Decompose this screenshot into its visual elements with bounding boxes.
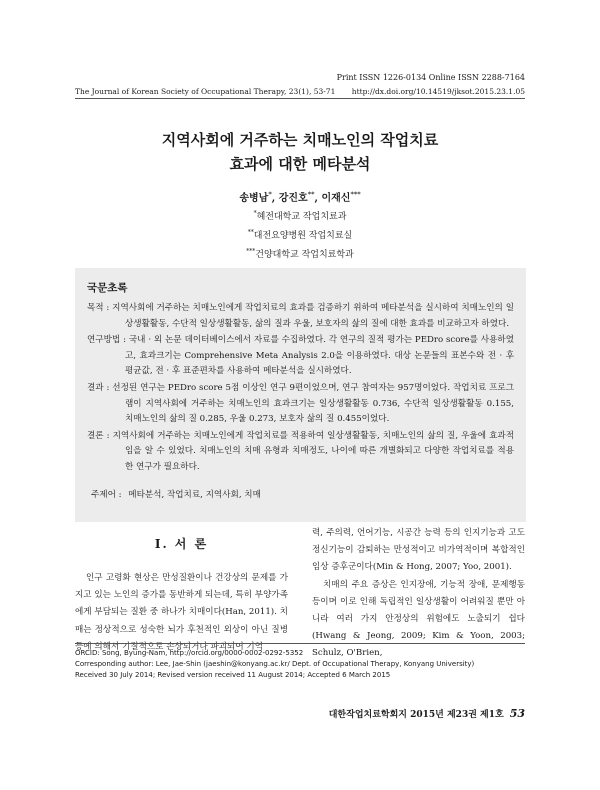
- header-divider: [75, 98, 525, 99]
- intro-paragraph-1: 인구 고령화 현상은 만성질환이나 건강상의 문제를 가지고 있는 노인의 증가를 동반하게 되는데, 특히 부양가족에게 부담되는 질환 중 하나가 치매이다(Han, 2011). 치매는 정상적으로 성숙한 뇌가 후천적인 외상이 아닌 질병 등에 의해서 기질적으로 손상되거나 파괴되어 기억: [75, 573, 288, 652]
- paper-title: [75, 128, 525, 176]
- affiliation-2: [75, 225, 525, 244]
- abstract-purpose: 목적 : 지역사회에 거주하는 치매노인에게 작업치료의 효과를 검증하기 위하여 메타분석을 실시하여 치매노인의 일상생활활동, 수단적 일상생활활동, 삶의 질과 우울, 보호자의 삶의 질에 대한 효과를 비교하고자 하였다.: [87, 303, 514, 329]
- author-1: 송병남: [239, 193, 269, 204]
- abstract-box: [75, 268, 526, 522]
- doi-link[interactable]: http://dx.doi.org/10.14519/jksot.2015.23.1.05: [351, 87, 525, 96]
- orcid-note: ORCID: Song, Byung-Nam, http://orcid.org/0000-0002-0292-5352: [75, 649, 304, 657]
- abstract-conclusion: 결론 : 지역사회에 거주하는 치매노인에게 작업치료를 적용하여 일상생활활동, 치매노인의 삶의 질, 우울에 효과적임을 알 수 있었다. 치매노인의 치매 유형과 치매정도, 나이에 따른 개별화되고 다양한 작업치료를 적용한 연구가 필요하다.: [87, 430, 514, 472]
- journal-citation: The Journal of Korean Society of Occupational Therapy, 23(1), 53-71: [75, 87, 336, 96]
- abstract-heading: 국문초록: [87, 282, 128, 294]
- page-number: 53: [509, 707, 525, 720]
- affiliation-mark: **: [247, 229, 254, 236]
- author-separator: ,: [271, 193, 279, 204]
- abstract-keywords: [87, 488, 514, 500]
- title-line-1: 지역사회에 거주하는 치매노인의 작업치료: [161, 131, 439, 149]
- abstract-methods: 연구방법 : 국내 · 외 논문 데이터베이스에서 자료를 수집하였다. 각 연구의 질적 평가는 PEDro score를 사용하였고, 효과크기는 Comprehensive Meta Analysis 2.0을 이용하였다. 대상 논문들의 표본수와 전 · 후 평균값, 전 · 후 표준편차를 사용하여 메타분석을 실시하였다.: [87, 335, 514, 377]
- page-footer: [329, 707, 525, 720]
- affiliation-text: 혜전대학교 작업치료과: [256, 212, 347, 222]
- affiliation-list: [75, 206, 525, 263]
- section-heading-introduction: Ⅰ. 서 론: [154, 537, 209, 551]
- author-separator: ,: [314, 193, 322, 204]
- abstract-results: 결과 : 선정된 연구는 PEDro score 5점 이상인 연구 9편이었으며, 연구 참여자는 957명이었다. 작업치료 프로그램이 지역사회에 거주하는 치매노인의 효과크기는 일상생활활동 0.736, 수단적 일상생활활동 0.155, 치매노인의 삶의 질 0.285, 우울 0.273, 보호자 삶의 질 0.455이었다.: [87, 382, 514, 425]
- author-3: 이재신: [321, 193, 351, 204]
- author-2-mark: **: [307, 190, 315, 199]
- keywords-list: 메타분석, 작업치료, 지역사회, 치매: [128, 489, 261, 500]
- intro-paragraph-2: 치매의 주요 증상은 인지장애, 기능적 장애, 문제행동 등이며 이로 인해 독립적인 일상생활이 어려워질 뿐만 아니라 여러 가지 안정상의 위험에도 노출되기 쉽다(Hwang & Jeong, 2009; Kim & Yoon, 2003; Schulz, O'Brien,: [312, 579, 525, 659]
- left-column: [75, 535, 288, 656]
- affiliation-1: [75, 206, 525, 225]
- footnote-divider: [75, 643, 525, 644]
- keywords-label: 주제어 :: [91, 489, 122, 500]
- author-list: [75, 189, 525, 204]
- right-column: [312, 525, 525, 663]
- received-dates-note: Received 30 July 2014; Revised version received 11 August 2014; Accepted 6 March 2015: [75, 671, 391, 679]
- affiliation-mark: *: [253, 210, 257, 217]
- affiliation-3: [75, 244, 525, 263]
- issn-line: Print ISSN 1226-0134 Online ISSN 2288-7164: [336, 73, 525, 82]
- author-3-mark: ***: [350, 190, 361, 199]
- affiliation-text: 대전요양병원 작업치료실: [253, 231, 353, 241]
- affiliation-mark: ***: [246, 248, 256, 255]
- author-1-mark: *: [268, 190, 272, 199]
- intro-paragraph-1-continued: 력, 주의력, 언어기능, 시공간 능력 등의 인지기능과 고도 정신기능이 감퇴하는 만성적이고 비가역적이며 복합적인 임상 증후군이다(Min & Hong, 2007; Yoo, 2001).: [312, 528, 525, 573]
- title-line-2: 효과에 대한 메타분석: [229, 155, 371, 173]
- author-2: 강진호: [278, 193, 308, 204]
- footnotes: [75, 648, 525, 681]
- corresponding-author-note: Corresponding author: Lee, Jae-Shin (jaeshin@konyang.ac.kr/ Dept. of Occupational Therapy, Konyang University): [75, 660, 475, 668]
- affiliation-text: 건양대학교 작업치료학과: [255, 250, 354, 260]
- footer-journal: 대한작업치료학회지 2015년 제23권 제1호: [328, 710, 504, 720]
